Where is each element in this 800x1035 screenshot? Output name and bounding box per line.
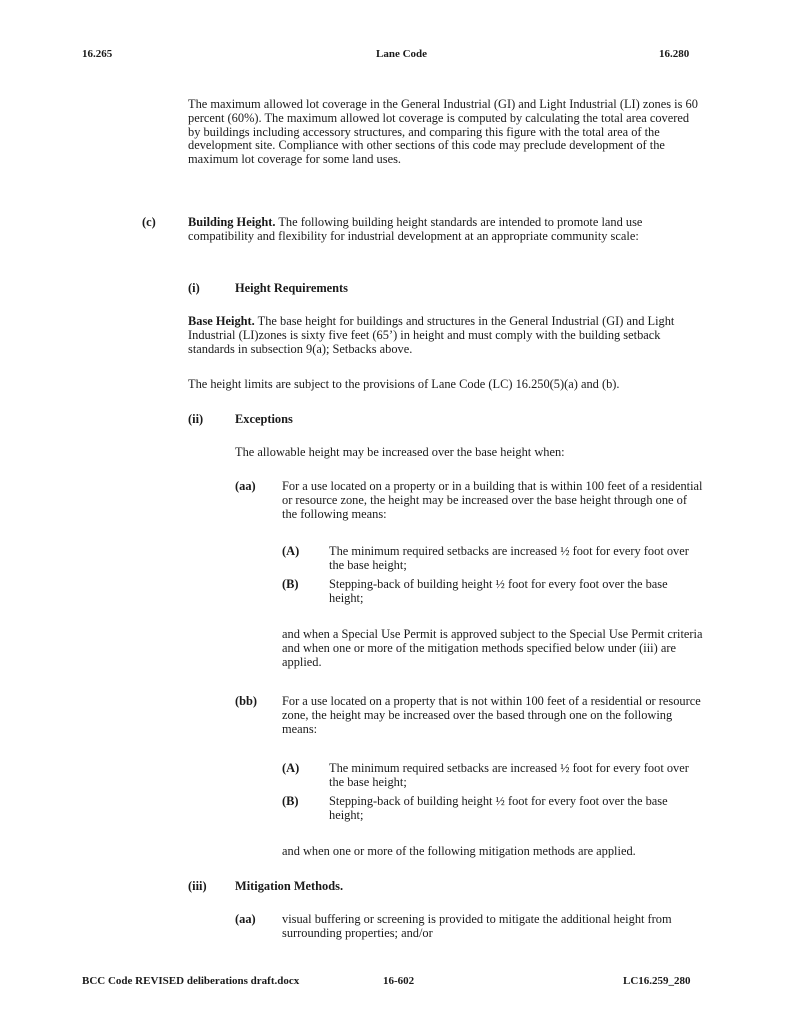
exception-aa-a-label: (A) [282, 544, 300, 558]
footer-filename: BCC Code REVISED deliberations draft.docx [82, 975, 300, 987]
section-c-label: (c) [142, 215, 156, 229]
exception-bb-a-label: (A) [282, 761, 300, 775]
header-left: 16.265 [82, 48, 113, 60]
section-c-paragraph [188, 216, 704, 244]
sub-ii-title: Exceptions [235, 412, 293, 426]
exceptions-intro: The allowable height may be increased over the base height when: [235, 445, 565, 459]
exception-bb-b-label: (B) [282, 794, 299, 808]
exception-bb-label: (bb) [235, 694, 258, 708]
mitigation-aa-text: visual buffering or screening is provided to mitigate the additional height from surrounding properties; and/or [282, 912, 672, 940]
sub-ii-label: (ii) [188, 412, 204, 426]
lot-coverage-paragraph: The maximum allowed lot coverage in the General Industrial (GI) and Light Industrial (LI) zones is 60 percent (60%). The maximum allowed lot coverage is computed by calculating the total area covered by buildings including accessory structures, and comparing this figure with the total area of the development site. Compliance with other sections of this code may preclude development of the maximum lot coverage for some land uses. [188, 97, 698, 167]
header-right: 16.280 [659, 48, 690, 60]
footer-reference: LC16.259_280 [623, 975, 691, 987]
exception-bb-a-text: The minimum required setbacks are increased ½ foot for every foot over the base height; [329, 761, 689, 789]
sub-iii-label: (iii) [188, 879, 207, 893]
section-c-title: Building Height. [188, 215, 276, 229]
exception-aa-b-label: (B) [282, 577, 299, 591]
sub-i-title: Height Requirements [235, 281, 348, 295]
exception-aa-a-text: The minimum required setbacks are increased ½ foot for every foot over the base height; [329, 544, 689, 572]
sub-iii-title: Mitigation Methods. [235, 879, 344, 893]
base-height-paragraph [188, 315, 704, 356]
base-height-text: The base height for buildings and structures in the General Industrial (GI) and Light Industrial (LI)zones is sixty five feet (65’) in height and must comply with the building setback standards in subsection 9(a); Setbacks above. [188, 314, 675, 356]
mitigation-aa-label: (aa) [235, 912, 256, 926]
exception-aa-closing: and when a Special Use Permit is approved subject to the Special Use Permit criteria and when one or more of the mitigation methods specified below under (iii) are applied. [282, 627, 703, 669]
footer-page-number: 16-602 [383, 975, 415, 987]
section-c-text: The following building height standards are intended to promote land use compatibility and flexibility for industrial development at an appropriate community scale: [188, 215, 643, 243]
exception-bb-text: For a use located on a property that is not within 100 feet of a residential or resource zone, the height may be increased over the based through one on the following means: [282, 694, 701, 736]
exception-bb-b-text: Stepping-back of building height ½ foot for every foot over the base height; [329, 794, 668, 822]
exception-aa-text: For a use located on a property or in a building that is within 100 feet of a residential or resource zone, the height may be increased over the base height through one of the following means: [282, 479, 703, 521]
exception-aa-label: (aa) [235, 479, 256, 493]
height-limits-paragraph: The height limits are subject to the provisions of Lane Code (LC) 16.250(5)(a) and (b). [188, 377, 620, 391]
exception-aa-b-text: Stepping-back of building height ½ foot for every foot over the base height; [329, 577, 668, 605]
sub-i-label: (i) [188, 281, 200, 295]
exception-bb-closing: and when one or more of the following mitigation methods are applied. [282, 844, 636, 858]
base-height-title: Base Height. [188, 314, 255, 328]
header-title: Lane Code [376, 48, 428, 60]
